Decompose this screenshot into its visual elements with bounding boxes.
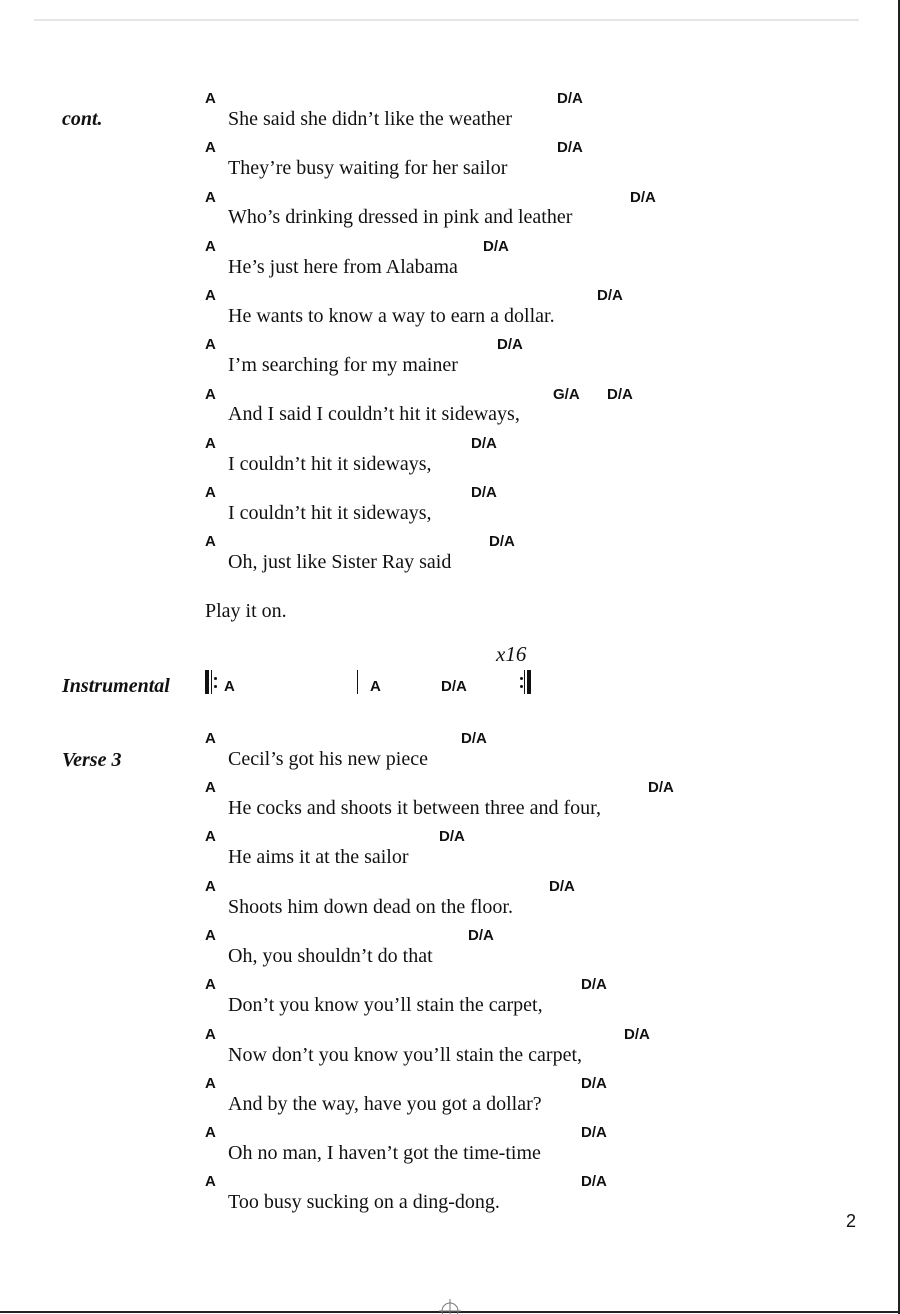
chord-symbol: D/A: [648, 779, 674, 796]
crop-mark-icon: [439, 1299, 461, 1314]
chord-symbol: A: [205, 1075, 216, 1092]
chord-symbol: A: [205, 533, 216, 550]
page-number: 2: [846, 1211, 857, 1231]
chord-symbol: A: [205, 189, 216, 206]
lyric-text: I’m searching for my mainer: [228, 354, 458, 376]
chord-symbol: D/A: [471, 435, 497, 452]
repeat-dot: [520, 677, 523, 680]
chord-symbol: D/A: [441, 678, 467, 695]
lyric-text: And I said I couldn’t hit it sideways,: [228, 403, 520, 425]
section-label-verse-3: Verse 3: [62, 749, 122, 771]
lyric-text: Cecil’s got his new piece: [228, 748, 428, 770]
chord-symbol: A: [205, 828, 216, 845]
chord-symbol: D/A: [468, 927, 494, 944]
lyric-text: I couldn’t hit it sideways,: [228, 502, 432, 524]
lyric-text: Shoots him down dead on the floor.: [228, 896, 513, 918]
chord-symbol: A: [205, 927, 216, 944]
chord-symbol: D/A: [581, 1124, 607, 1141]
chord-symbol: A: [205, 779, 216, 796]
chord-symbol: A: [205, 730, 216, 747]
chord-symbol: D/A: [557, 90, 583, 107]
lyric-text: He cocks and shoots it between three and four,: [228, 797, 601, 819]
barline: [357, 670, 358, 694]
chord-symbol: D/A: [471, 484, 497, 501]
chord-symbol: A: [205, 139, 216, 156]
chord-symbol: A: [205, 976, 216, 993]
chord-symbol: D/A: [630, 189, 656, 206]
chord-symbol: A: [205, 90, 216, 107]
chord-symbol: D/A: [439, 828, 465, 845]
chord-symbol: A: [370, 678, 381, 695]
repeat-dot: [214, 685, 217, 688]
chord-symbol: A: [205, 484, 216, 501]
lyric-text: Now don’t you know you’ll stain the carpet,: [228, 1044, 583, 1066]
lyric-text: Too busy sucking on a ding-dong.: [228, 1191, 500, 1213]
chord-symbol: A: [205, 1124, 216, 1141]
lyric-text: They’re busy waiting for her sailor: [228, 157, 508, 179]
chord-symbol: D/A: [461, 730, 487, 747]
chord-symbol: D/A: [557, 139, 583, 156]
chord-symbol: D/A: [581, 1173, 607, 1190]
lyric-text: I couldn’t hit it sideways,: [228, 453, 432, 475]
chord-symbol: A: [205, 435, 216, 452]
repeat-end-thin-barline: [524, 670, 525, 694]
repeat-count: x16: [496, 642, 527, 666]
chord-symbol: A: [205, 1173, 216, 1190]
chord-symbol: A: [205, 878, 216, 895]
chord-symbol: D/A: [581, 976, 607, 993]
lyric-text: He’s just here from Alabama: [228, 256, 458, 278]
lyric-text: She said she didn’t like the weather: [228, 108, 513, 130]
chord-symbol: D/A: [489, 533, 515, 550]
performance-note: Play it on.: [205, 600, 287, 622]
lyric-text: He wants to know a way to earn a dollar.: [228, 305, 555, 327]
lyric-text: Oh, you shouldn’t do that: [228, 945, 433, 967]
chord-symbol: D/A: [581, 1075, 607, 1092]
lyric-text: Don’t you know you’ll stain the carpet,: [228, 994, 543, 1016]
chord-symbol: D/A: [549, 878, 575, 895]
chord-symbol: D/A: [597, 287, 623, 304]
section-label-cont: cont.: [62, 108, 103, 130]
lyric-text: Oh no man, I haven’t got the time-time: [228, 1142, 541, 1164]
repeat-dot: [520, 685, 523, 688]
chord-symbol: D/A: [607, 386, 633, 403]
chord-symbol: A: [205, 386, 216, 403]
chord-symbol: A: [205, 238, 216, 255]
repeat-dot: [214, 677, 217, 680]
repeat-end-thick-barline: [527, 670, 531, 694]
lyric-text: He aims it at the sailor: [228, 846, 409, 868]
repeat-start-thick-barline: [205, 670, 209, 694]
chord-symbol: D/A: [497, 336, 523, 353]
chord-symbol: G/A: [553, 386, 580, 403]
chord-symbol: A: [205, 336, 216, 353]
repeat-start-thin-barline: [211, 670, 212, 694]
chord-symbol: D/A: [483, 238, 509, 255]
chord-symbol: A: [205, 1026, 216, 1043]
lyric-text: And by the way, have you got a dollar?: [228, 1093, 542, 1115]
section-label-instrumental: Instrumental: [62, 675, 170, 697]
chord-symbol: A: [205, 287, 216, 304]
lyric-text: Oh, just like Sister Ray said: [228, 551, 452, 573]
chord-symbol: A: [224, 678, 235, 695]
top-divider: [34, 19, 859, 21]
lyric-text: Who’s drinking dressed in pink and leather: [228, 206, 573, 228]
chord-symbol: D/A: [624, 1026, 650, 1043]
